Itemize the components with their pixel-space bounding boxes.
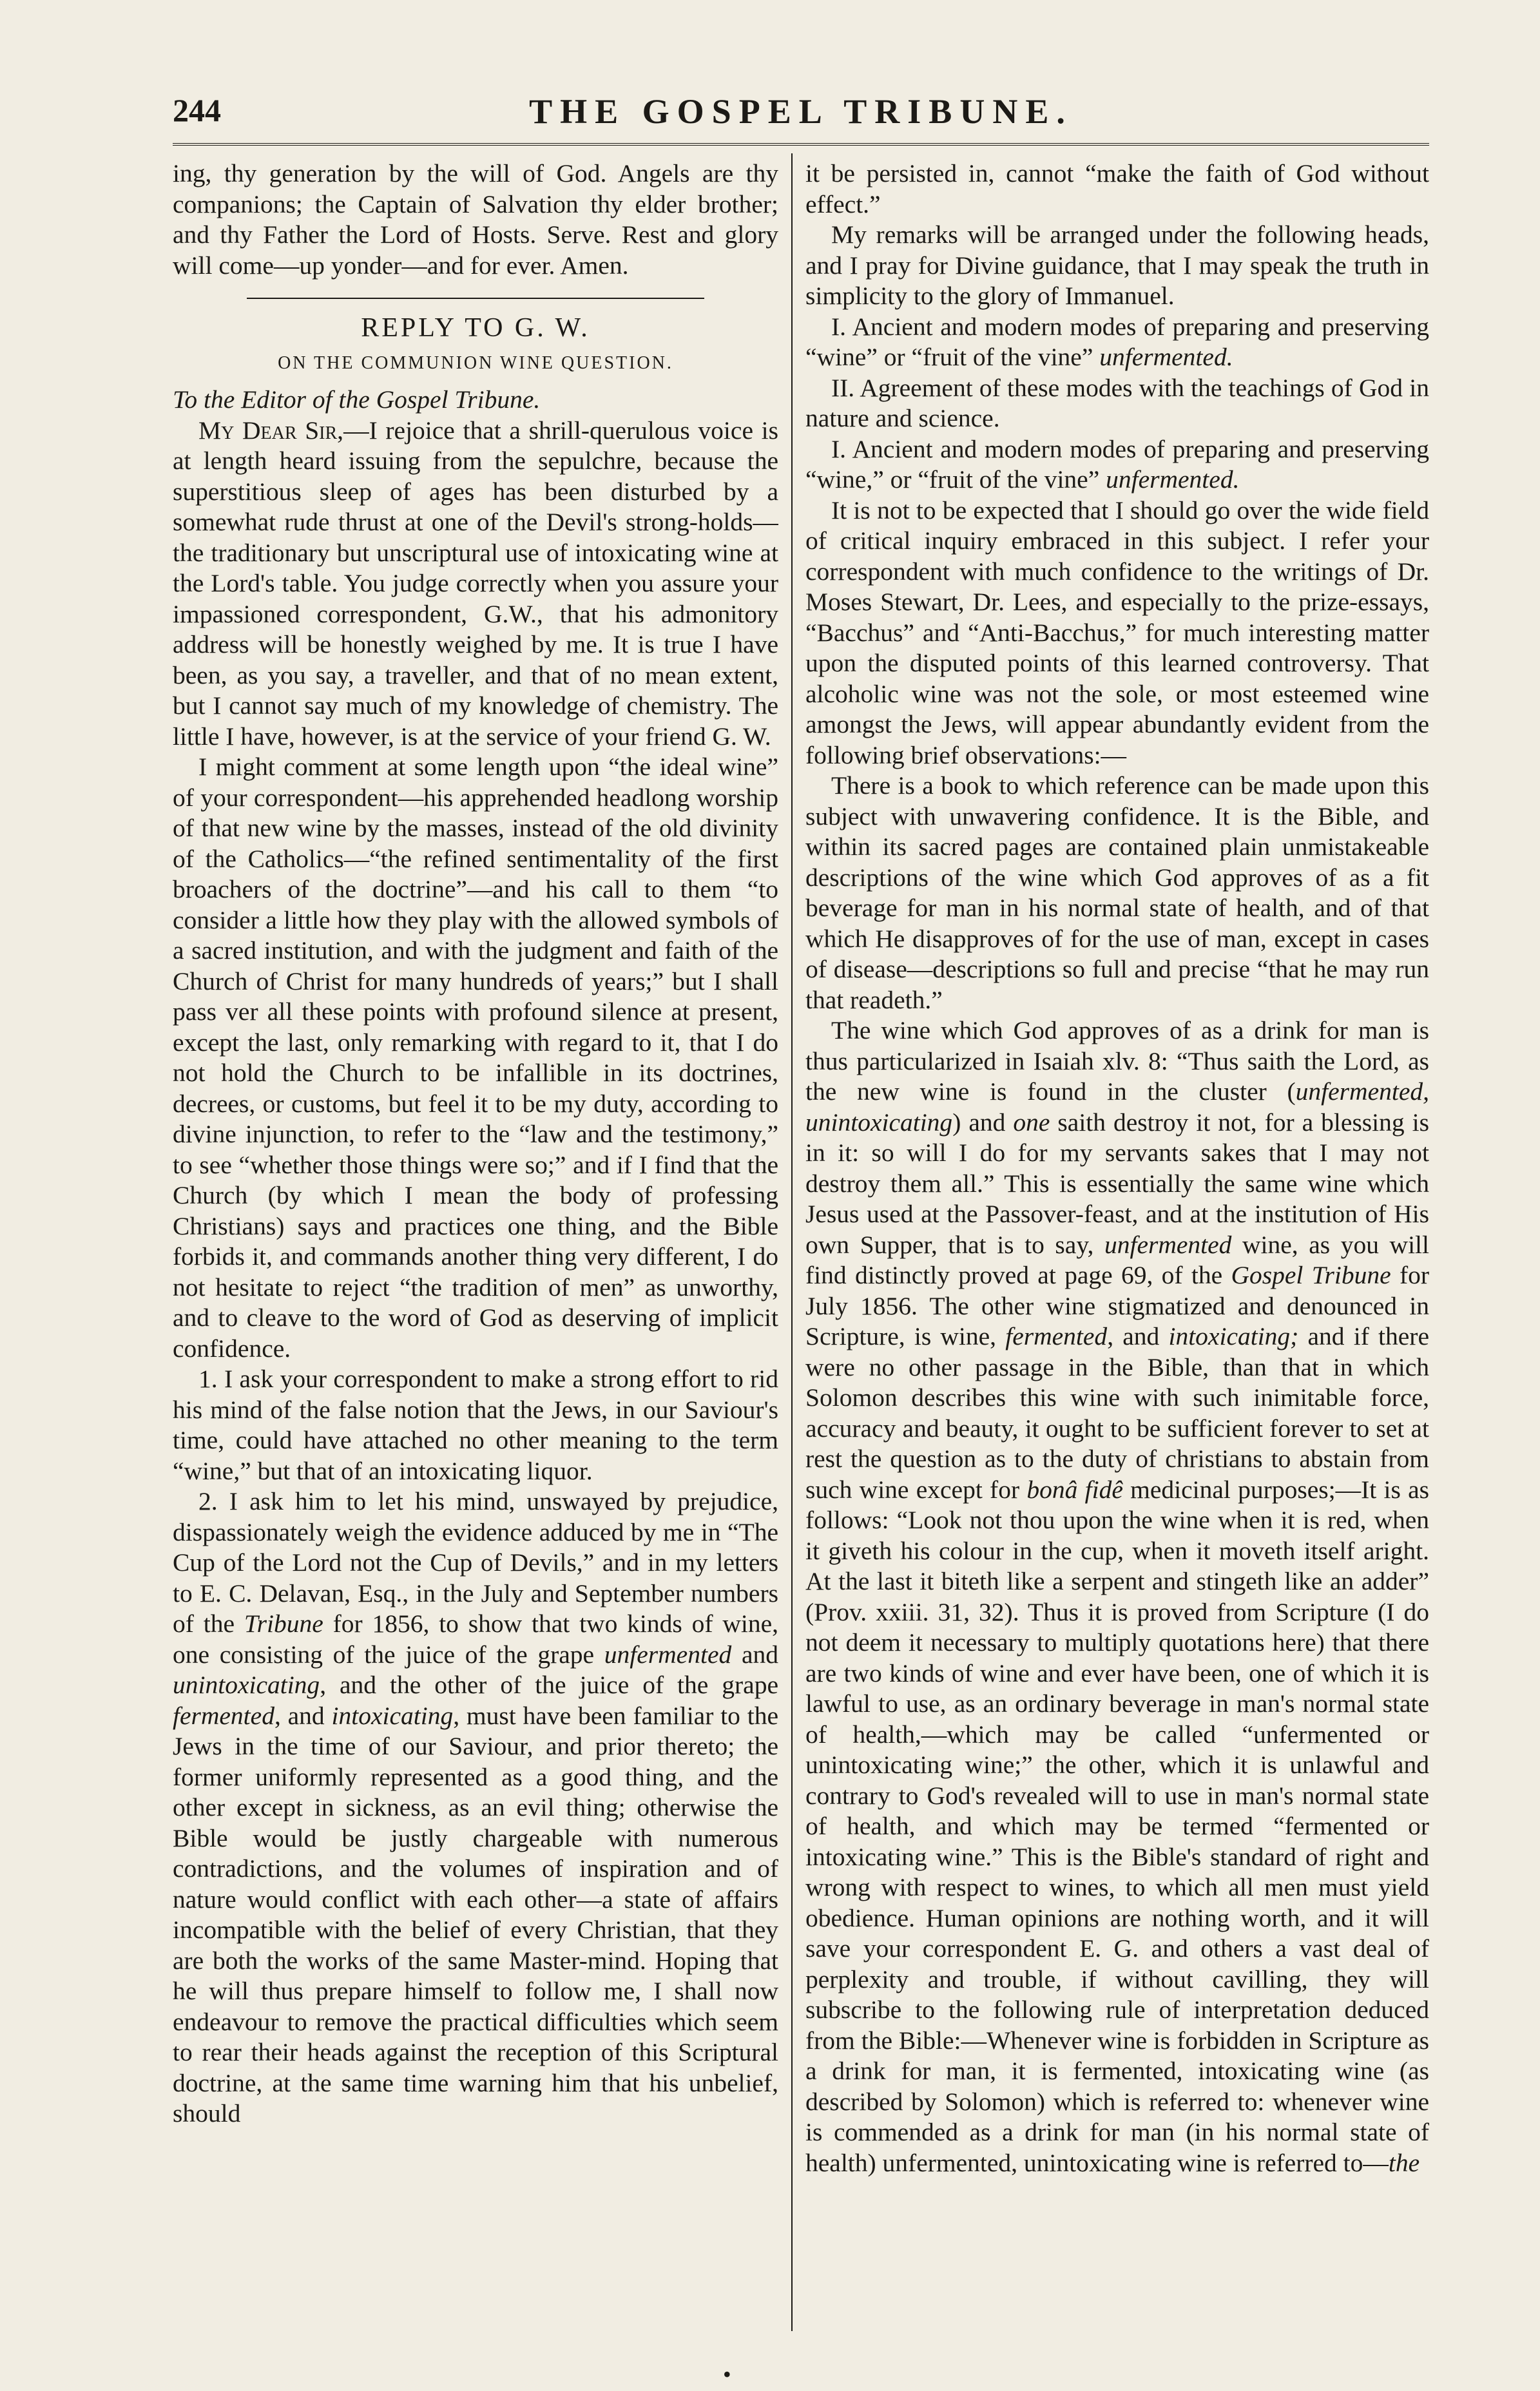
text-run: ) and [952, 1108, 1014, 1137]
italic-run: unfermented. [1099, 343, 1233, 371]
paragraph-text: —I rejoice that a shrill-querulous voice is at length heard issuing from the sepulchre, because the superstitious sleep of ages has been disturbed by a somewhat rude thrust at one of the Devil's strong-holds—the traditionary but unscriptural use of intoxicating wine at the Lord's table. You judge correctly when you assure your impassioned correspondent, G.W., that his admonitory address will be honestly weighed by me. It is true I have been, as you say, a traveller, and that of no mean extent, but I cannot say much of my knowledge of chemistry. The little I have, however, is at the service of your friend G. W. [173, 416, 778, 751]
paragraph: My remarks will be arranged under the following heads, and I pray for Divine guidance, that I may speak the truth in simplicity to the glory of Immanuel. [805, 220, 1429, 310]
italic-run: unfermented. [1106, 465, 1240, 494]
italic-run: unfermented [604, 1640, 732, 1669]
italic-run: bonâ fidê [1026, 1475, 1123, 1504]
section-subtitle: ON THE COMMUNION WINE QUESTION. [278, 352, 673, 373]
section-rule [247, 298, 704, 299]
text-run: 2. I ask him to let his mind, unswayed by prejudice, dispassionately weigh the evidence adduced by me in “The Cup of the Lord not the Cup of Devils,” and in my letters to E. C. Delavan, Esq., in the July and September numbers of the [173, 1487, 778, 1638]
paragraph: it be persisted in, cannot “make the faith of God without effect.” [805, 159, 1429, 218]
italic-run: fermented [1005, 1322, 1108, 1350]
paragraph: 1. I ask your correspondent to make a strong effort to rid his mind of the false notion that the Jews, in our Saviour's time, could have attached no other meaning to the term “wine,” but that of an intoxicating liquor. [173, 1365, 778, 1485]
paragraph: II. Agreement of these modes with the teachings of God in nature and science. [805, 373, 1429, 432]
italic-run: the [1388, 2148, 1420, 2177]
paragraph: I might comment at some length upon “the ideal wine” of your correspondent—his apprehended headlong worship of that new wine by the masses, instead of the old divinity of the Catholics—“the refined sentimentality of the first broachers of the doctrine”—and his call to them “to consider a little how they play with the allowed symbols of a sacred institution, and with the judgment and faith of the Church of Christ for many hundreds of years;” but I shall pass ver all these points with profound silence at present, except the last, only remarking with regard to it, that I do not hold the Church to be infallible in its doctrines, decrees, or customs, but feel it to be my duty, according to divine injunction, to refer to the “law and the testimony,” to see “whether those things were so;” and if I find that the Church (by which I mean the body of professing Christians) says and practices one thing, and the Bible forbids it, and commands another thing very different, I do not hesitate to reject “the tradition of men” as unworthy, and to cleave to the word of God as deserving of implicit confidence. [173, 753, 778, 1363]
italic-run: Tribune [244, 1609, 323, 1638]
paragraph: There is a book to which reference can be made upon this subject with unwavering confidence. It is the Bible, and within its sacred pages are contained plain unmistakeable descriptions of the wine which God approves of as a fit beverage for man in his normal state of health, and of that which He disapproves of for the use of man, except in cases of disease—descriptions so full and precise “that he may run that readeth.” [805, 771, 1429, 1014]
column-divider [791, 153, 793, 2331]
italic-run: intoxicating [331, 1701, 454, 1730]
text-run: I. Ancient and modern modes of preparing and preserving “wine,” or “fruit of the vine” [805, 434, 1429, 494]
publication-title: THE GOSPEL TRIBUNE. [529, 92, 1073, 131]
text-run: , and [1107, 1322, 1169, 1350]
right-column [805, 158, 1429, 2336]
paragraph [805, 434, 1429, 495]
italic-run: intoxicating; [1168, 1322, 1299, 1350]
header-rule [173, 143, 1429, 148]
italic-run: Gospel Tribune [1231, 1261, 1391, 1289]
text-run: wine, as you will find distinctly proved at page 69, of the [805, 1230, 1429, 1289]
page-number: 244 [173, 92, 221, 128]
text-run: for 1856, to show that two kinds of wine, one consisting of the juice of the grape [173, 1609, 778, 1669]
paragraph [173, 1486, 778, 2129]
footer-mark: • [723, 2361, 731, 2387]
paragraph: ing, thy generation by the will of God. Angels are thy companions; the Captain of Salvation thy elder brother; and thy Father the Lord of Hosts. Serve. Rest and glory will come—up yonder—and for ever. Amen. [173, 159, 778, 280]
italic-run: unintoxicating [173, 1671, 320, 1699]
paragraph: It is not to be expected that I should go over the wide field of critical inquiry embraced in this subject. I refer your correspondent with much confidence to the writings of Dr. Moses Stewart, Dr. Lees, and especially to the prize-essays, “Bacchus” and “Anti-Bacchus,” for much interesting matter upon the disputed points of this learned controversy. That alcoholic wine was not the sole, or most esteemed wine amongst the Jews, will appear abundantly evident from the following brief observations:— [805, 495, 1429, 769]
paragraph [173, 416, 778, 753]
greeting: My Dear Sir, [198, 416, 344, 445]
text-run: , must have been familiar to the Jews in the time of our Saviour, and prior thereto; the former uniformly represented as a good thing, and the other except in sickness, as an evil thing; otherwise the Bible would be justly chargeable with numerous contradictions, and the volumes of inspiration and of nature would conflict with each other—a state of affairs incompatible with the belief of every Christian, that they are both the works of the same Master-mind. Hoping that he will thus prepare himself to follow me, I shall now endeavour to remove the practical difficulties which seem to rear their heads against the reception of this Scriptural doctrine, at the same time warning him that his unbelief, should [173, 1701, 778, 2127]
italic-run: unfermented, unintoxicating [805, 1077, 1429, 1137]
italic-run: one [1013, 1108, 1050, 1137]
left-column [173, 158, 778, 2336]
salutation: To the Editor of the Gospel Tribune. [173, 385, 541, 414]
text-run: medicinal purposes;—It is as follows: “Look not thou upon the wine when it is red, when it giveth his colour in the cup, when it moveth itself aright. At the last it biteth like a serpent and stingeth like an adder” (Prov. xxiii. 31, 32). Thus it is proved from Scripture (I do not deem it necessary to multiply quotations here) that there are two kinds of wine and ever have been, one of which it is lawful to use, as an ordinary beverage in man's normal state of health,—which may be called “unfermented or unintoxicating wine;” the other, which it is unlawful and contrary to God's revealed will to use in man's normal state of health, and which may be termed “fermented or intoxicating wine.” This is the Bible's standard of right and wrong with respect to wines, to which all men must yield obedience. Human opinions are nothing worth, and it will save your correspondent E. G. and others a vast deal of perplexity and trouble, if without cavilling, they will subscribe to the following rule of interpretation deduced from the Bible:—Whenever wine is forbidden in Scripture as a drink for man, it is fermented, intoxicating wine (as described by Solomon) which is referred to: whenever wine is commended as a drink for man (in his normal state of health) unfermented, unintoxicating wine is referred to— [805, 1475, 1429, 2177]
text-run: The wine which God approves of as a drink for man is thus particularized in Isaiah xlv. 8: “Thus saith the Lord, as the new wine is found in the cluster ( [805, 1016, 1429, 1106]
text-run: and [731, 1640, 778, 1669]
running-header [173, 91, 1429, 143]
text-run: saith destroy it not, for a blessing is in it: so will I do for my servants sakes that I may not destroy them all.” This is essentially the same wine which Jesus used at the Passover-feast, and at the institution of His own Supper, that is to say, [805, 1108, 1429, 1259]
text-run: , and [274, 1701, 332, 1730]
italic-run: unfermented [1104, 1230, 1232, 1259]
text-run: , and the other of the juice of the grape [320, 1671, 778, 1699]
section-title: REPLY TO G. W. [361, 313, 590, 343]
paragraph [805, 312, 1429, 373]
text-run: I. Ancient and modern modes of preparing and preserving “wine” or “fruit of the vine” [805, 312, 1429, 371]
text-run: for July 1856. The other wine stigmatized and denounced in Scripture, is wine, [805, 1261, 1429, 1350]
paragraph [805, 1015, 1429, 2178]
text-run: and if there were no other passage in the Bible, than that in which Solomon describes this wine with such inimitable force, accuracy and beauty, it ought to be sufficient forever to set at rest the question as to the duty of christians to abstain from such wine except for [805, 1322, 1429, 1504]
italic-run: fermented [173, 1701, 274, 1730]
